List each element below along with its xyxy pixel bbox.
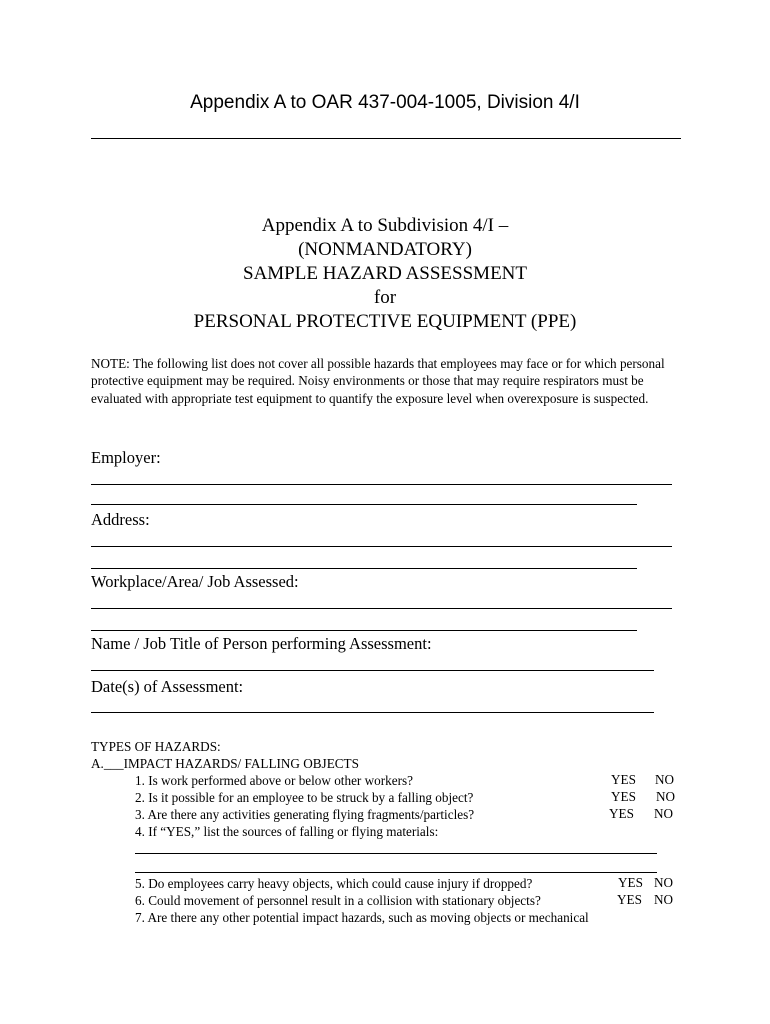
title-line-3: SAMPLE HAZARD ASSESSMENT (243, 263, 527, 284)
section-a-heading: A.___IMPACT HAZARDS/ FALLING OBJECTS (91, 756, 359, 771)
page-header: Appendix A to OAR 437-004-1005, Division 4/I (190, 92, 580, 113)
q3-yes[interactable]: YES (609, 806, 634, 821)
address-label: Address: (91, 510, 150, 529)
q1-yes[interactable]: YES (611, 772, 636, 787)
assessor-line[interactable] (91, 670, 654, 671)
dates-line[interactable] (91, 712, 654, 713)
dates-label: Date(s) of Assessment: (91, 677, 244, 696)
title-line-1: Appendix A to Subdivision 4/I – (261, 215, 509, 236)
q4-answer-line-2[interactable] (135, 872, 657, 873)
question-7: 7. Are there any other potential impact hazards, such as moving objects or mechanical (135, 910, 589, 925)
title-line-4: for (373, 287, 397, 308)
q4-answer-line-1[interactable] (135, 853, 657, 854)
q3-no[interactable]: NO (654, 806, 674, 821)
q6-no[interactable]: NO (654, 892, 674, 907)
q2-yes[interactable]: YES (611, 789, 636, 804)
employer-line-1[interactable] (91, 484, 672, 485)
note-paragraph: NOTE: The following list does not cover all possible hazards that employees may face or for which personal protective equipment may be required. Noisy environments or those that may require respirators must be evaluated with appropriate test equipment to quantify the exposure level when overexposure is suspected. (91, 356, 665, 406)
question-3: 3. Are there any activities generating flying fragments/particles? (135, 807, 475, 822)
workplace-label: Workplace/Area/ Job Assessed: (91, 572, 299, 591)
assessor-label: Name / Job Title of Person performing Assessment: (91, 634, 432, 653)
q6-yes[interactable]: YES (617, 892, 642, 907)
address-line-2[interactable] (91, 568, 637, 569)
question-5: 5. Do employees carry heavy objects, which could cause injury if dropped? (135, 876, 533, 891)
title-line-5: PERSONAL PROTECTIVE EQUIPMENT (PPE) (193, 311, 577, 332)
employer-label: Employer: (91, 448, 161, 467)
question-6: 6. Could movement of personnel result in a collision with stationary objects? (135, 893, 541, 908)
types-heading: TYPES OF HAZARDS: (91, 739, 221, 754)
q5-yes[interactable]: YES (618, 875, 643, 890)
header-divider (91, 138, 681, 139)
question-4: 4. If “YES,” list the sources of falling or flying materials: (135, 824, 439, 839)
workplace-line-1[interactable] (91, 608, 672, 609)
q2-no[interactable]: NO (656, 789, 676, 804)
workplace-line-2[interactable] (91, 630, 637, 631)
q5-no[interactable]: NO (654, 875, 674, 890)
address-line-1[interactable] (91, 546, 672, 547)
employer-line-2[interactable] (91, 504, 637, 505)
question-1: 1. Is work performed above or below other workers? (135, 773, 413, 788)
question-2: 2. Is it possible for an employee to be struck by a falling object? (135, 790, 474, 805)
title-line-2: (NONMANDATORY) (298, 239, 472, 260)
q1-no[interactable]: NO (655, 772, 675, 787)
